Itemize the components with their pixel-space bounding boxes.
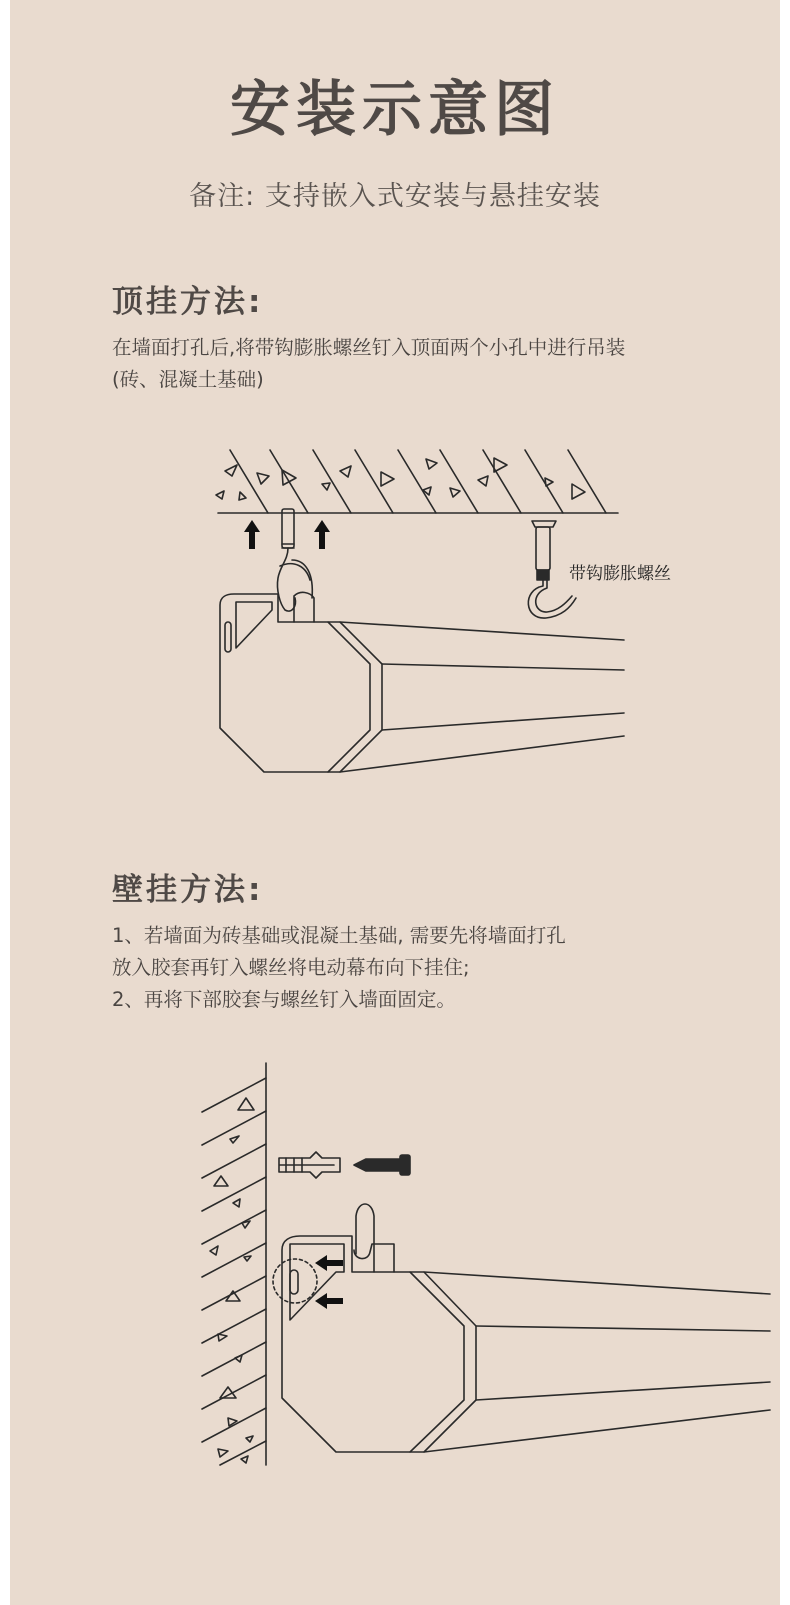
wall-line-1: 1、若墙面为砖基础或混凝土基础, 需要先将墙面打孔	[112, 924, 566, 947]
expansion-hook-screw-label: 带钩膨胀螺丝	[569, 564, 671, 584]
screw-icon	[354, 1155, 410, 1175]
left-arrow-icon	[315, 1255, 343, 1309]
wall-line-2: 放入胶套再钉入螺丝将电动幕布向下挂住;	[112, 956, 470, 979]
wall-hatch	[202, 1063, 266, 1465]
ceiling-line-2: (砖、混凝土基础)	[112, 368, 264, 391]
wall-method-heading: 壁挂方法:	[112, 872, 264, 908]
wall-line-3: 2、再将下部胶套与螺丝钉入墙面固定。	[112, 988, 456, 1011]
page-title: 安装示意图	[230, 75, 560, 145]
ceiling-line-1: 在墙面打孔后,将带钩膨胀螺丝钉入顶面两个小孔中进行吊装	[112, 336, 626, 359]
wall-mount-diagram	[10, 0, 780, 1605]
page	[10, 0, 780, 1605]
ceiling-method-heading: 顶挂方法:	[112, 284, 264, 320]
wall-anchor-icon	[279, 1152, 340, 1178]
page-subtitle: 备注: 支持嵌入式安装与悬挂安装	[189, 181, 601, 212]
wall-screen-housing	[273, 1204, 770, 1452]
